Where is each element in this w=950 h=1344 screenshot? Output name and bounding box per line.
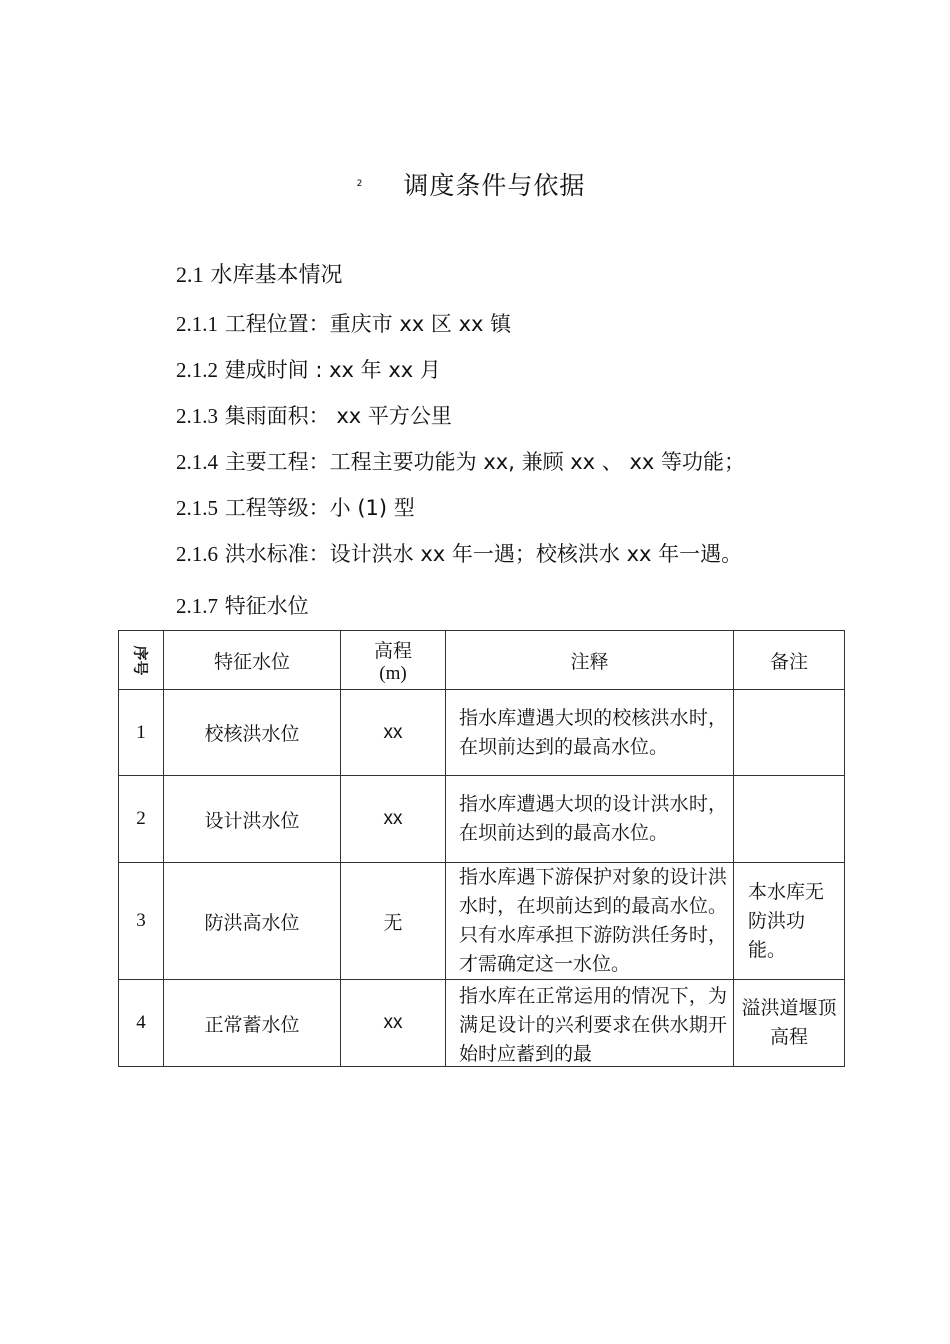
cell-remark: 本水库无防洪功能。: [734, 863, 845, 980]
header-elevation-label: 高程: [373, 639, 412, 662]
cell-remark: 溢洪道堰顶高程: [734, 980, 845, 1067]
item-number: 2.1.2: [176, 358, 218, 382]
item-number: 2.1.3: [176, 404, 218, 428]
header-remark: 备注: [734, 631, 845, 690]
item-2-1-7: [176, 590, 309, 620]
item-2-1-3: [176, 400, 452, 430]
item-number: 2.1.1: [176, 312, 218, 336]
section-title: 水库基本情况: [210, 263, 343, 288]
cell-index: 4: [119, 980, 164, 1067]
item-2-1-2: [176, 354, 441, 384]
cell-level: 设计洪水位: [164, 776, 341, 863]
header-index: [119, 631, 164, 690]
cell-note-wrap: [446, 980, 734, 1067]
cell-note: 指水库遇下游保护对象的设计洪水时，在坝前达到的最高水位。只有水库承担下游防洪任务时，才需确定这一水位。: [446, 863, 734, 980]
header-index-label: 序号: [131, 645, 150, 676]
header-elevation-unit: (m): [379, 662, 407, 684]
cell-level: 防洪高水位: [164, 863, 341, 980]
cell-index: 2: [119, 776, 164, 863]
cell-remark: [734, 690, 845, 776]
table-row: [119, 690, 845, 776]
item-number: 2.1.4: [176, 450, 218, 474]
cell-note: 指水库遭遇大坝的设计洪水时，在坝前达到的最高水位。: [446, 776, 734, 863]
table-row: [119, 776, 845, 863]
chapter-heading: [0, 166, 950, 202]
chapter-number: 2: [356, 179, 363, 189]
cell-elevation: xx: [341, 776, 446, 863]
cell-index: 3: [119, 863, 164, 980]
table-header-row: [119, 631, 845, 690]
item-text: 洪水标准：设计洪水 xx 年一遇；校核洪水 xx 年一遇。: [224, 542, 743, 566]
cell-elevation: 无: [341, 863, 446, 980]
chapter-title: 调度条件与依据: [403, 171, 586, 200]
item-text: 集雨面积： xx 平方公里: [224, 404, 452, 428]
header-level: 特征水位: [164, 631, 341, 690]
cell-level: 正常蓄水位: [164, 980, 341, 1067]
item-2-1-1: [176, 308, 511, 338]
cell-note: 指水库在正常运用的情况下，为满足设计的兴利要求在供水期开始时应蓄到的最: [459, 985, 727, 1065]
section-number: 2.1: [176, 262, 204, 287]
section-heading: [176, 258, 343, 289]
cell-elevation: xx: [341, 980, 446, 1067]
cell-elevation: xx: [341, 690, 446, 776]
cell-index: 1: [119, 690, 164, 776]
cell-note: 指水库遭遇大坝的校核洪水时，在坝前达到的最高水位。: [446, 690, 734, 776]
cell-level: 校核洪水位: [164, 690, 341, 776]
item-text: 特征水位: [224, 594, 309, 618]
item-text: 主要工程：工程主要功能为 xx, 兼顾 xx 、 xx 等功能；: [224, 450, 745, 474]
header-note: 注释: [446, 631, 734, 690]
item-2-1-4: [176, 446, 745, 476]
table-row: [119, 980, 845, 1067]
item-number: 2.1.7: [176, 594, 218, 618]
item-text: 工程位置：重庆市 xx 区 xx 镇: [224, 312, 512, 336]
header-elevation: [341, 631, 446, 690]
item-text: 建成时间 : xx 年 xx 月: [224, 358, 441, 382]
item-2-1-6: [176, 538, 742, 568]
item-text: 工程等级：小 (1) 型: [224, 496, 415, 520]
item-2-1-5: [176, 492, 415, 522]
item-number: 2.1.5: [176, 496, 218, 520]
characteristic-water-level-table: [118, 630, 845, 1067]
item-number: 2.1.6: [176, 542, 218, 566]
cell-remark: [734, 776, 845, 863]
table-row: [119, 863, 845, 980]
